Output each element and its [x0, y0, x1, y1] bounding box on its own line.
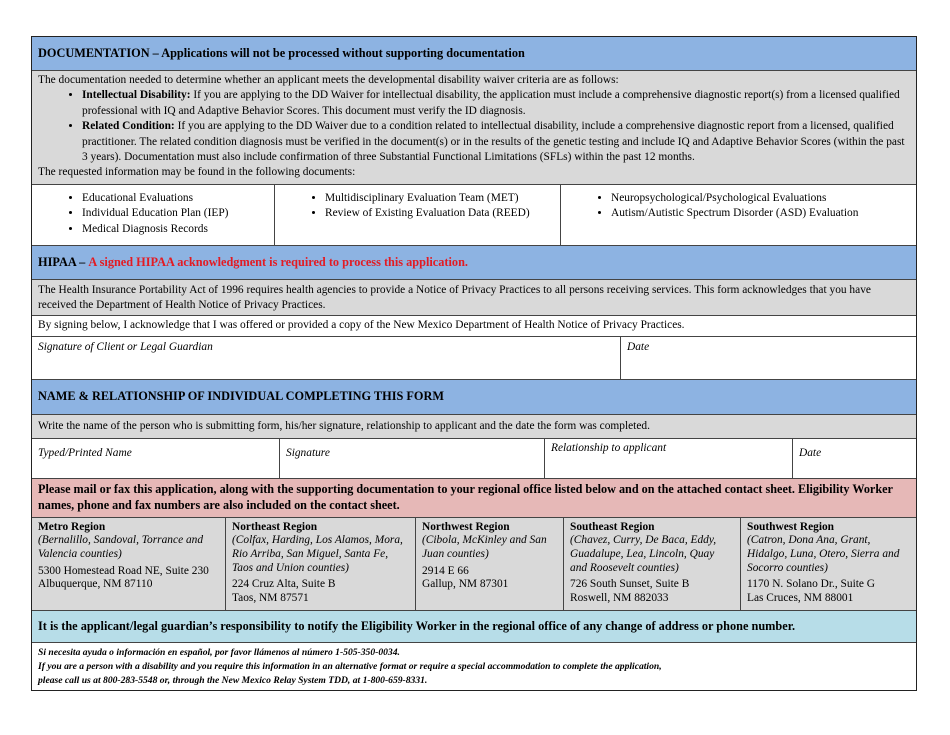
printed-name-label: Typed/Printed Name — [38, 446, 132, 459]
region-address-line1: 726 South Sunset, Suite B — [570, 578, 690, 591]
documentation-header-text: DOCUMENTATION – Applications will not be processed without supporting documentation — [38, 46, 525, 61]
printed-name-field[interactable] — [32, 439, 280, 478]
region-southwest — [741, 518, 916, 610]
hipaa-date-field[interactable] — [621, 337, 916, 379]
regional-offices — [32, 518, 916, 611]
criteria-item-intellectual-disability — [82, 88, 910, 119]
relationship-field[interactable] — [545, 439, 793, 478]
region-metro — [32, 518, 226, 610]
documentation-header — [32, 37, 916, 71]
completer-description: Write the name of the person who is submitting form, his/her signature, relationship to applicant and the date the form was completed. — [32, 415, 916, 439]
region-name: Southwest Region — [747, 520, 835, 533]
document-list-item: • Multidisciplinary Evaluation Team (MET) — [325, 191, 560, 206]
hipaa-header — [32, 246, 916, 280]
document-list-item: • Review of Existing Evaluation Data (REED) — [325, 206, 560, 221]
hipaa-acknowledgment: By signing below, I acknowledge that I was offered or provided a copy of the New Mexico Department of Health Notice of Privacy Practices. — [32, 316, 916, 337]
region-counties: (Cibola, McKinley and San Juan counties) — [422, 534, 547, 561]
mail-notice: Please mail or fax this application, along with the supporting documentation to your regional office listed below and on the attached contact sheet. Eligibility Worker names, phone and fax numbers are also included on the contact sheet. — [32, 479, 916, 518]
hipaa-signature-row — [32, 337, 916, 380]
region-northwest — [416, 518, 564, 610]
region-address-line2: Taos, NM 87571 — [232, 592, 309, 605]
criteria-text: If you are applying to the DD Waiver due to a condition related to intellectual disability, include a comprehensive diagnostic report from a licensed, qualified practitioner. The related condition diagnosis must be verified in the document(s) or in the results of the genetic testing and include IQ and Adaptive Behavior Scores (within the past 3 years). Documentation must also include confirmation of three Substantial Functional Limitations (SFLs) within the past 12 months. — [82, 120, 905, 163]
region-address-line1: 1170 N. Solano Dr., Suite G — [747, 578, 876, 591]
documentation-intro: The documentation needed to determine whether an applicant meets the developmental disability waiver criteria are as follows: — [38, 74, 619, 86]
completer-date-label: Date — [799, 446, 822, 459]
region-name: Northwest Region — [422, 520, 510, 533]
region-address-line2: Roswell, NM 882033 — [570, 592, 669, 605]
region-counties: (Catron, Dona Ana, Grant, Hidalgo, Luna, Otero, Sierra and Socorro counties) — [747, 534, 900, 574]
region-address-line2: Gallup, NM 87301 — [422, 578, 509, 591]
hipaa-header-prefix: HIPAA – — [38, 254, 86, 269]
completer-signature-label: Signature — [286, 446, 330, 459]
region-southeast — [564, 518, 741, 610]
responsibility-notice — [32, 611, 916, 643]
spanish-help-text: Si necesita ayuda o información en español, por favor llámenos al número 1-505-350-0034. — [38, 646, 400, 658]
client-signature-label: Signature of Client or Legal Guardian — [38, 340, 213, 353]
document-list-item: • Autism/Autistic Spectrum Disorder (ASD) Evaluation — [611, 206, 916, 221]
completer-header — [32, 380, 916, 415]
region-counties: (Colfax, Harding, Los Alamos, Mora, Rio Arriba, San Miguel, Santa Fe, Taos and Union counties) — [232, 534, 403, 574]
hipaa-header-required: A signed HIPAA acknowledgment is required to process this application. — [88, 254, 468, 269]
region-name: Metro Region — [38, 520, 106, 533]
document-list-item: • Educational Evaluations — [82, 191, 274, 206]
region-address-line1: 5300 Homestead Road NE, Suite 230 — [38, 564, 209, 577]
region-name: Southeast Region — [570, 520, 655, 533]
criteria-label: Intellectual Disability: — [82, 89, 191, 102]
document-list-item: • Medical Diagnosis Records — [82, 222, 274, 237]
region-counties: (Chavez, Curry, De Baca, Eddy, Guadalupe, Lea, Lincoln, Quay and Roosevelt counties) — [570, 534, 717, 574]
criteria-text: If you are applying to the DD Waiver for intellectual disability, the application must include a comprehensive diagnostic report(s) from a licensed qualified professional with IQ and Adaptive Behavior Scores. This document must verify the ID diagnosis. — [82, 89, 900, 117]
relay-contact-text: please call us at 800-283-5548 or, through the New Mexico Relay System TDD, at 1-800-659-8331. — [38, 674, 428, 686]
completer-header-text: NAME & RELATIONSHIP OF INDIVIDUAL COMPLETING THIS FORM — [38, 389, 444, 404]
documents-column-2 — [275, 185, 561, 245]
accessibility-footer — [32, 643, 916, 691]
hipaa-description: The Health Insurance Portability Act of 1996 requires health agencies to provide a Notice of Privacy Practices to all persons receiving services. This form acknowledges that you have received the Department of Health Notice of Privacy Practices. — [32, 280, 916, 316]
accommodation-text: If you are a person with a disability and you require this information in an alternative format or require a special accommodation to complete the application, — [38, 660, 662, 672]
hipaa-date-label: Date — [627, 340, 650, 353]
criteria-list — [38, 88, 910, 165]
documentation-criteria — [32, 71, 916, 185]
region-counties: (Bernalillo, Sandoval, Torrance and Valencia counties) — [38, 534, 204, 561]
region-address-line1: 2914 E 66 — [422, 564, 469, 577]
completer-signature-row — [32, 439, 916, 479]
responsibility-text: It is the applicant/legal guardian’s responsibility to notify the Eligibility Worker in the regional office of any change of address or phone number. — [38, 618, 796, 633]
completer-date-field[interactable] — [793, 439, 916, 478]
document-list-item: • Neuropsychological/Psychological Evaluations — [611, 191, 916, 206]
document-list-item: • Individual Education Plan (IEP) — [82, 206, 274, 221]
documents-column-3 — [561, 185, 916, 245]
region-northeast — [226, 518, 416, 610]
documents-list — [275, 191, 560, 222]
region-address-line2: Las Cruces, NM 88001 — [747, 592, 854, 605]
documentation-found-in: The requested information may be found in the following documents: — [38, 166, 356, 179]
documents-list — [561, 191, 916, 222]
client-signature-field[interactable] — [32, 337, 621, 379]
documents-list-row — [32, 185, 916, 246]
criteria-label: Related Condition: — [82, 120, 175, 133]
region-name: Northeast Region — [232, 520, 318, 533]
relationship-label: Relationship to applicant — [551, 441, 667, 454]
completer-signature-field[interactable] — [280, 439, 545, 478]
criteria-item-related-condition — [82, 119, 910, 165]
region-address-line2: Albuquerque, NM 87110 — [38, 578, 153, 591]
documents-column-1 — [32, 185, 275, 245]
region-address-line1: 224 Cruz Alta, Suite B — [232, 578, 336, 591]
documents-list — [32, 191, 274, 237]
application-form-page — [31, 36, 917, 691]
